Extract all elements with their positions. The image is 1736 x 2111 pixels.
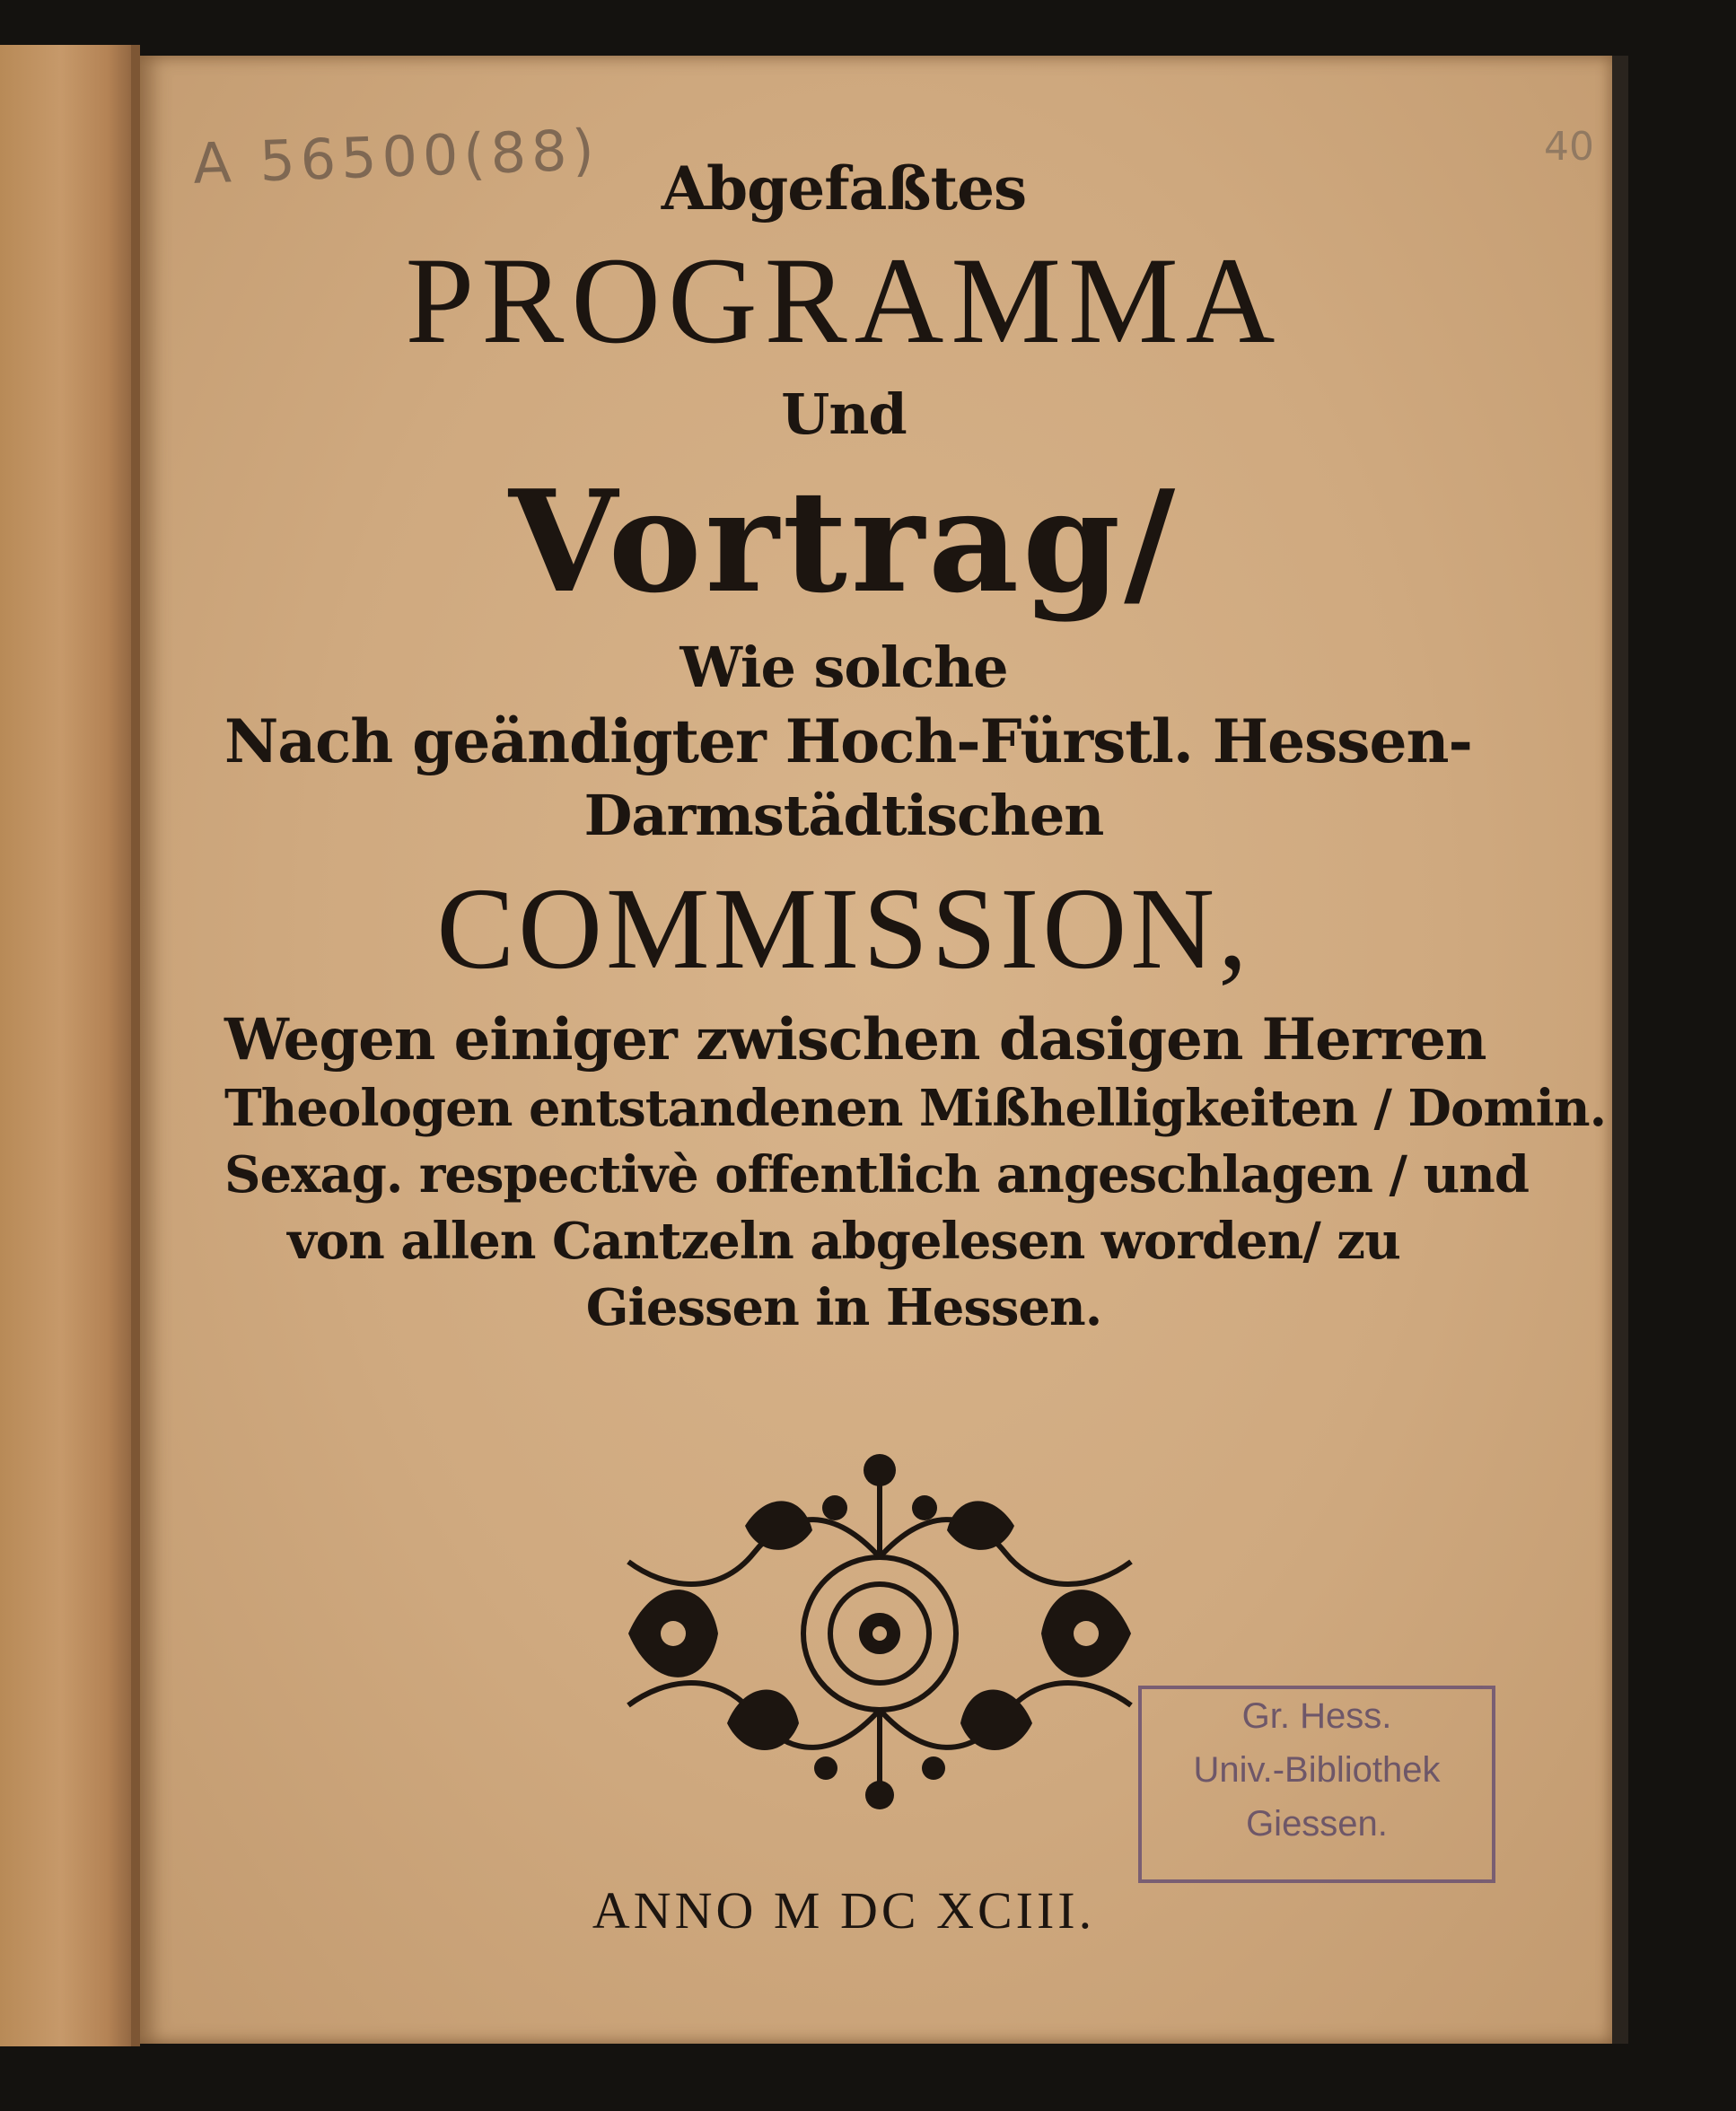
title-darmstaedtischen: Darmstädtischen — [583, 783, 1104, 848]
shelfmark-annotation: A 56500(88) — [191, 117, 601, 197]
title-abgefasstes: Abgefaßtes — [661, 153, 1027, 223]
title-programma: PROGRAMMA — [405, 232, 1283, 369]
page-number: 40 — [1544, 124, 1594, 170]
title-wegen: Wegen einiger zwischen dasigen Herren — [224, 1006, 1486, 1073]
book-spine — [0, 45, 135, 2046]
stamp-line-1: Gr. Hess. — [1241, 1696, 1392, 1736]
title-nach: Nach geändigter Hoch-Fürstl. Hessen- — [224, 706, 1472, 776]
stamp-line-2: Univ.-Bibliothek — [1193, 1750, 1441, 1790]
title-line-2: Sexag. respectivè offentlich angeschlagen / und — [224, 1145, 1530, 1204]
title-line-1: Theologen entstandenen Mißhelligkeiten / Domin. — [224, 1079, 1607, 1138]
imprint-year: ANNO M DC XCIII. — [592, 1881, 1096, 1940]
page-edge — [1612, 56, 1628, 2044]
title-line-3: von allen Cantzeln abgelesen worden/ zu — [287, 1212, 1400, 1271]
library-stamp — [1138, 1686, 1495, 1883]
title-line-4: Giessen in Hessen. — [585, 1278, 1102, 1337]
printers-ornament — [610, 1454, 1149, 1813]
title-vortrag: Vortrag/ — [508, 460, 1179, 624]
title-und: Und — [781, 381, 907, 447]
spine-edge — [131, 45, 140, 2046]
stamp-line-3: Giessen. — [1246, 1804, 1388, 1844]
title-commission: COMMISSION, — [436, 864, 1251, 994]
title-wie-solche: Wie solche — [679, 635, 1008, 700]
title-block — [224, 153, 1607, 1341]
